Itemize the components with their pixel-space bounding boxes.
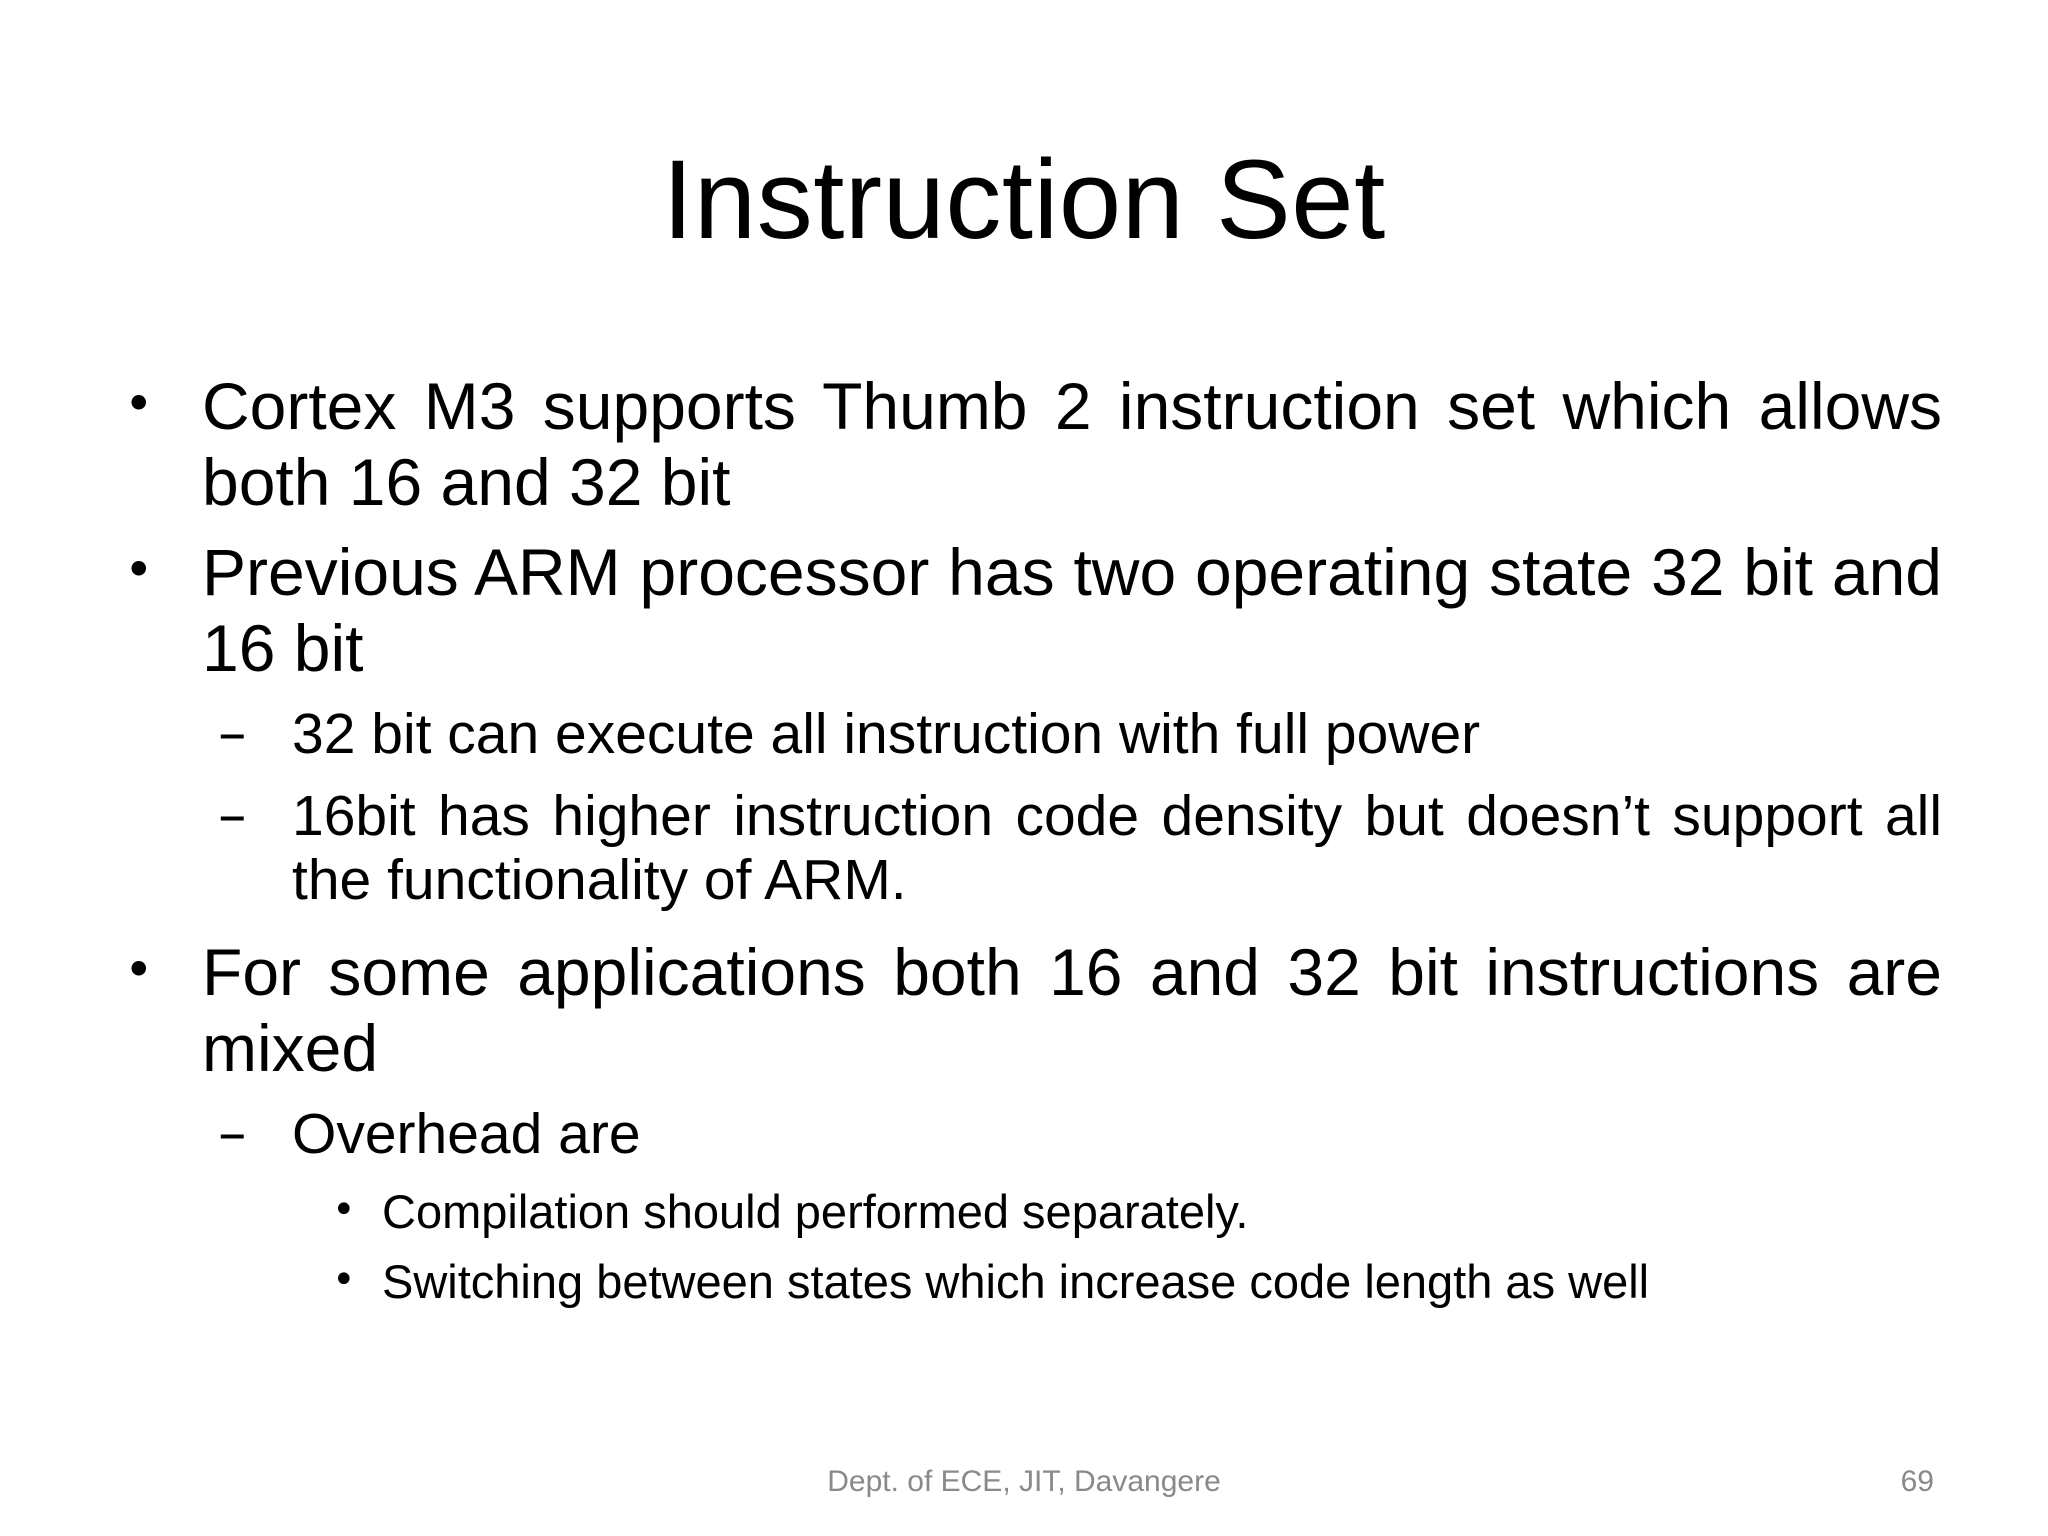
bullet-text: Cortex M3 supports Thumb 2 instruction set which allows both 16 and 32 bit xyxy=(202,369,1942,519)
bullet-marker: • xyxy=(332,1257,356,1303)
slide-title: Instruction Set xyxy=(662,137,1386,262)
bullet-text: Previous ARM processor has two operating state 32 bit and 16 bit xyxy=(202,535,1942,685)
bullet-item xyxy=(124,534,1942,686)
sub-bullet-item xyxy=(218,1100,1942,1166)
sub-bullet-text: 16bit has higher instruction code density but doesn’t support all the functionality of ARM. xyxy=(292,784,1942,912)
dash-marker: – xyxy=(218,782,247,848)
sub-sub-bullet-text: Switching between states which increase code length as well xyxy=(382,1255,1650,1308)
sub-sub-bullet-item xyxy=(332,1254,1942,1310)
sub-bullet-text: 32 bit can execute all instruction with full power xyxy=(292,702,1481,766)
sub-sub-bullet-text: Compilation should performed separately. xyxy=(382,1185,1249,1238)
footer-text: Dept. of ECE, JIT, Davangere xyxy=(827,1465,1221,1498)
page-number: 69 xyxy=(1900,1465,1934,1498)
sub-sub-bullet-item xyxy=(332,1184,1942,1240)
bullet-marker: • xyxy=(332,1187,356,1233)
sub-bullet-item xyxy=(218,700,1942,766)
bullet-text: For some applications both 16 and 32 bit instructions are mixed xyxy=(202,935,1942,1085)
bullet-item xyxy=(124,368,1942,520)
dash-marker: – xyxy=(218,1100,247,1166)
dash-marker: – xyxy=(218,700,247,766)
bullet-marker: • xyxy=(124,541,154,599)
sub-bullet-text: Overhead are xyxy=(292,1102,641,1166)
sub-bullet-item xyxy=(218,782,1942,912)
bullet-item xyxy=(124,934,1942,1086)
bullet-marker: • xyxy=(124,375,154,433)
bullet-marker: • xyxy=(124,941,154,999)
